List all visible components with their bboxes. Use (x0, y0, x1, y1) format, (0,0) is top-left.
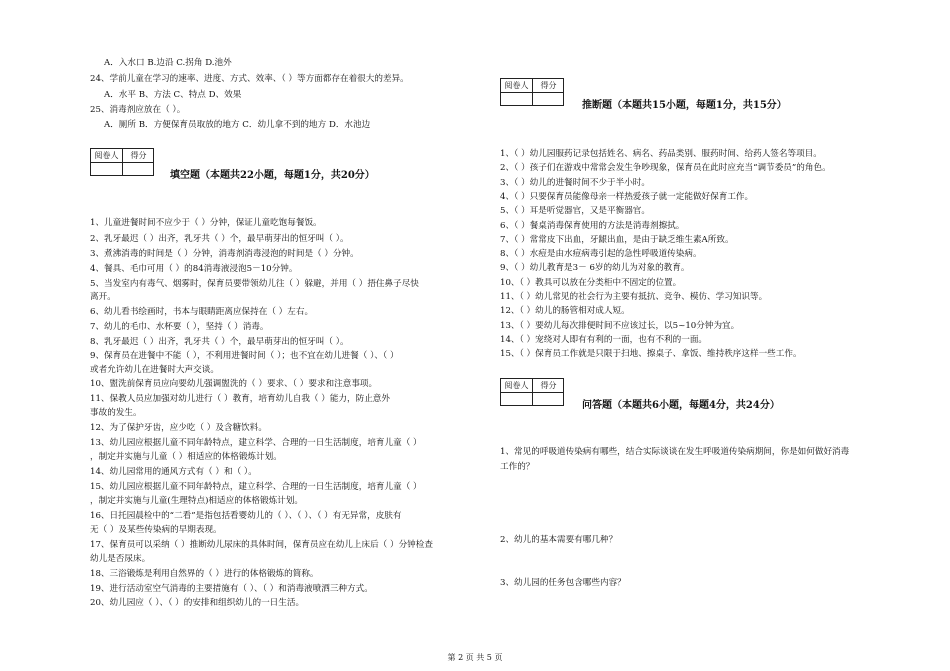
score-box (500, 378, 564, 406)
reviewer-label: 阅卷人 (91, 149, 123, 163)
fill-item: 20、幼儿园应（ ）、（ ）的安排和组织幼儿的一日生活。 (90, 598, 305, 608)
fill-item: 11、保教人员应加强对幼儿进行（ ）教育，培育幼儿自我（ ）能力，防止意外 (90, 394, 390, 404)
q24-stem: 24、学前儿童在学习的速率、进度、方式、效率、（ ）等方面都存在着很大的差异。 (90, 74, 409, 84)
fill-item: 4、餐具、毛巾可用（ ）的84消毒液浸泡5－10分钟。 (90, 264, 298, 274)
fill-item: 10、盥洗前保育员应向要幼儿强调盥洗的（ ）要求、（ ）要求和注意事项。 (90, 379, 378, 389)
fill-item: 事故的发生。 (90, 408, 142, 418)
fill-item: 3、煮沸消毒的时间是（ ）分钟，消毒剂消毒浸泡的时间是（ ）分钟。 (90, 249, 359, 259)
fill-item: 19、进行活动室空气消毒的主要措施有（ ）、（ ）和消毒液喷洒三种方式。 (90, 584, 373, 594)
qa-question-2: 2、幼儿的基本需要有哪几种？ (500, 535, 618, 545)
judge-item: 7、（ ）常常皮下出血，牙龈出血，是由于缺乏维生素A所致。 (500, 235, 734, 245)
judge-item: 3、（ ）幼儿的进餐时间不少于半小时。 (500, 178, 650, 188)
judge-item: 10、（ ）教具可以放在分类柜中不固定的位置。 (500, 278, 682, 288)
fill-item: 15、幼儿园应根据儿童不同年龄特点，建立科学、合理的一日生活制度，培育儿童（ ） (90, 482, 422, 492)
fill-item: 8、乳牙最迟（ ）出齐，乳牙共（ ）个，最早萌芽出的恒牙叫（ ）。 (90, 337, 349, 347)
judge-item: 15、（ ）保育员工作就是只限于扫地、擦桌子、拿饭、维持秩序这样一些工作。 (500, 349, 802, 359)
judge-section-heading: 推断题（本题共15小题，每题1分，共15分） (582, 100, 787, 111)
fill-item: 2、乳牙最迟（ ）出齐，乳牙共（ ）个，最早萌芽出的恒牙叫（ ）。 (90, 234, 349, 244)
judge-item: 9、（ ）幼儿教育是3－ 6岁的幼儿为对象的教育。 (500, 263, 690, 273)
judge-item: 13、（ ）要幼儿每次排便时间不应该过长，以5~10分钟为宜。 (500, 321, 740, 331)
judge-item: 8、（ ）水痘是由水痘病毒引起的急性呼吸道传染病。 (500, 249, 702, 259)
judge-item: 11、（ ）幼儿常见的社会行为主要有抵抗、竞争、模仿、学习知识等。 (500, 292, 768, 302)
fill-item: 离开。 (90, 292, 116, 302)
fill-item: 或者允许幼儿在进餐时大声交谈。 (90, 365, 219, 375)
fill-item: ，制定并实施与儿童（ ）相适应的体格锻炼计划。 (90, 452, 282, 462)
judge-item: 4、（ ）只要保育员能像母亲一样热爱孩子就一定能做好保育工作。 (500, 192, 754, 202)
fill-item: 7、幼儿的毛巾、水杯要（ ），坚持（ ）消毒。 (90, 322, 269, 332)
q25-stem: 25、消毒剂应放在（ ）。 (90, 105, 186, 115)
fill-item: 14、幼儿园常用的通风方式有（ ）和（ ）。 (90, 467, 257, 477)
fill-item: 1、儿童进餐时间不应少于（ ）分钟，保证儿童吃饱每餐饭。 (90, 218, 322, 228)
reviewer-label: 阅卷人 (501, 79, 533, 93)
judge-item: 5、（ ）耳是听觉器官，又是平衡器官。 (500, 206, 650, 216)
fill-item: 13、幼儿园应根据儿童不同年龄特点，建立科学、合理的一日生活制度，培育儿童（ ） (90, 438, 422, 448)
fill-item: 18、三浴锻炼是利用自然界的（ ）进行的体格锻炼的简称。 (90, 569, 319, 579)
fill-item: ，制定并实施与儿童(生理特点)相适应的体格锻炼计划。 (90, 496, 303, 506)
fill-item: 9、保育员在进餐中不能（ ），不利用进餐时间（ ）；也不宜在幼儿进餐（ ）、（ ） (90, 351, 399, 361)
judge-item: 6、（ ）餐桌消毒保育使用的方法是消毒剂擦拭。 (500, 221, 685, 231)
judge-item: 12、（ ）幼儿的肠管相对成人短。 (500, 306, 630, 316)
q23-options: A．入水口 B.边沿 C.拐角 D.池外 (104, 58, 232, 68)
fill-item: 幼儿是否尿床。 (90, 554, 151, 564)
score-box (500, 78, 564, 106)
score-box (90, 148, 154, 176)
page-footer: 第 2 页 共 5 页 (447, 653, 503, 662)
fill-item: 16、日托园晨检中的“二看”是指包括看婴幼儿的（ ）、（ ）、（ ）有无异常，皮肤有 (90, 511, 402, 521)
judge-item: 2、（ ）孩子们在游戏中常常会发生争吵现象，保育员在此时应充当“调节委员”的角色。 (500, 163, 831, 173)
qa-section-heading: 问答题（本题共6小题，每题4分，共24分） (582, 400, 780, 411)
qa-question-1-cont: 工作的？ (500, 462, 535, 472)
judge-item: 1、（ ）幼儿园服药记录包括姓名、病名、药品类别、服药时间、给药人签名等项目。 (500, 149, 822, 159)
qa-question-3: 3、幼儿园的任务包含哪些内容？ (500, 578, 626, 588)
q25-options: A．厕所 B．方便保育员取放的地方 C．幼儿拿不到的地方 D．水池边 (104, 120, 371, 130)
q24-options: A．水平 B、方法 C、特点 D、效果 (104, 90, 242, 100)
score-label: 得分 (533, 379, 564, 393)
reviewer-label: 阅卷人 (501, 379, 533, 393)
fill-item: 无（ ）及某些传染病的早期表现。 (90, 525, 222, 535)
fill-item: 6、幼儿看书绘画时，书本与眼睛距离应保持在（ ）左右。 (90, 307, 314, 317)
judge-item: 14、（ ）宠绕对人即有有利的一面，也有不利的一面。 (500, 335, 708, 345)
fill-item: 12、为了保护牙齿，应少吃（ ）及含糖饮料。 (90, 423, 267, 433)
fill-item: 5、当发室内有毒气、烟雾时，保育员要带领幼儿往（ ）躲避，并用（ ）捂住鼻子尽快 (90, 279, 419, 289)
fill-item: 17、保育员可以采纳（ ）推断幼儿尿床的具体时间，保育员应在幼儿上床后（ ）分钟检查 (90, 540, 433, 550)
qa-question-1: 1、常见的呼吸道传染病有哪些，结合实际谈谈在发生呼吸道传染病期间，你是如何做好消毒 (500, 447, 850, 457)
score-label: 得分 (123, 149, 154, 163)
fill-section-heading: 填空题（本题共22小题，每题1分，共20分） (170, 170, 375, 181)
score-label: 得分 (533, 79, 564, 93)
